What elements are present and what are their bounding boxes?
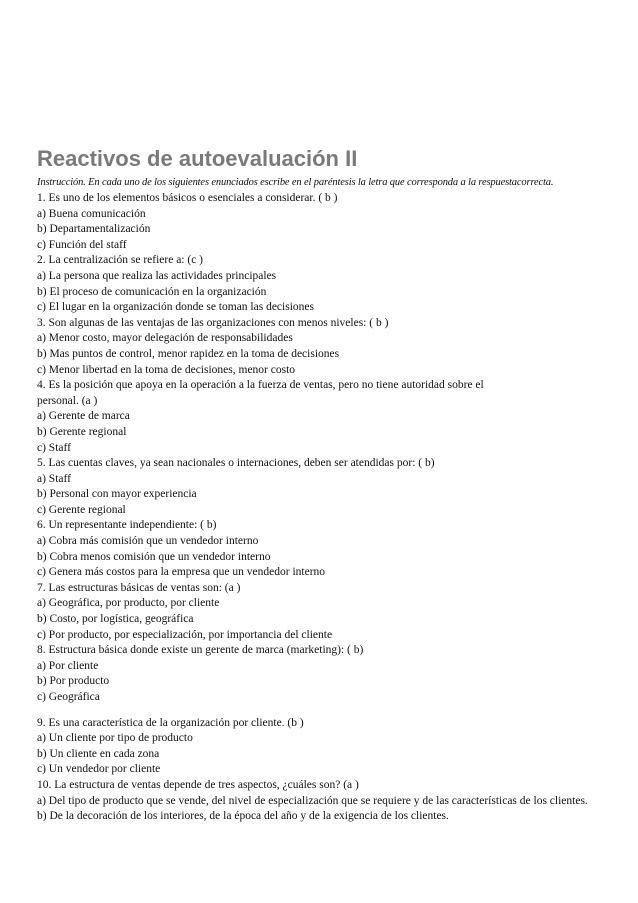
text-line: b) Departamentalización — [37, 223, 151, 236]
text-line: b) El proceso de comunicación en la organización — [37, 285, 267, 298]
text-line: a) Un cliente por tipo de producto — [37, 732, 193, 745]
text-line: b) Mas puntos de control, menor rapidez en la toma de decisiones — [37, 347, 340, 360]
text-line: b) Gerente regional — [37, 425, 127, 438]
text-line: a) Geográfica, por producto, por cliente — [37, 597, 220, 610]
text-line: a) Por cliente — [37, 659, 99, 672]
paragraph-gap — [37, 706, 605, 716]
text-line: 1. Es uno de los elementos básicos o esenciales a considerar. ( b ) — [37, 192, 338, 204]
text-line: 10. La estructura de ventas depende de tres aspectos, ¿cuáles son? (a ) — [37, 778, 359, 791]
text-line: a) Del tipo de producto que se vende, del nivel de especialización que se requiere y de las características de los clientes. — [37, 794, 588, 807]
text-line: a) Buena comunicación — [37, 207, 146, 220]
text-line: 3. Son algunas de las ventajas de las organizaciones con menos niveles: ( b ) — [37, 316, 389, 329]
text-line: a) Cobra más comisión que un vendedor interno — [37, 535, 259, 548]
text-line: c) Función del staff — [37, 238, 127, 251]
text-line: c) Staff — [37, 441, 71, 454]
text-line: b) Costo, por logística, geográfica — [37, 613, 194, 626]
text-line: b) Personal con mayor experiencia — [37, 488, 197, 501]
text-line: personal. (a ) — [37, 394, 98, 407]
text-line: c) Menor libertad en la toma de decisiones, menor costo — [37, 363, 296, 376]
text-line: c) Gerente regional — [37, 503, 126, 516]
text-line: a) Menor costo, mayor delegación de responsabilidades — [37, 332, 293, 345]
text-line: a) La persona que realiza las actividades principales — [37, 269, 277, 282]
text-line: b) Por producto — [37, 675, 110, 688]
text-line: 4. Es la posición que apoya en la operación a la fuerza de ventas, pero no tiene autoridad sobre el — [37, 379, 484, 392]
text-line: 6. Un representante independiente: ( b) — [37, 519, 217, 532]
text-line: b) De la decoración de los interiores, de la época del año y de la exigencia de los clientes. — [37, 810, 449, 823]
text-line: c) Genera más costos para la empresa que un vendedor interno — [37, 566, 326, 579]
text-line: b) Cobra menos comisión que un vendedor interno — [37, 550, 271, 563]
text-line: 8. Estructura básica donde existe un gerente de marca (marketing): ( b) — [37, 644, 364, 657]
text-line: c) El lugar en la organización donde se toman las decisiones — [37, 301, 314, 314]
text-line: c) Geográfica — [37, 691, 100, 703]
text-line: a) Staff — [37, 472, 71, 485]
text-line: c) Un vendedor por cliente — [37, 763, 161, 776]
instruction-text: Instrucción. En cada uno de los siguientes enunciados escribe en el paréntesis la letra que corresponda a la respuestacorrecta. — [37, 177, 554, 188]
text-line: c) Por producto, por especialización, por importancia del cliente — [37, 628, 333, 641]
text-line: 9. Es una característica de la organización por cliente. (b ) — [37, 716, 304, 729]
text-line: b) Un cliente en cada zona — [37, 747, 160, 760]
text-line: a) Gerente de marca — [37, 410, 130, 423]
text-line: 5. Las cuentas claves, ya sean nacionales o internaciones, deben ser atendidas por: ( b) — [37, 457, 435, 470]
text-line: 2. La centralización se refiere a: (c ) — [37, 254, 204, 267]
document-content — [37, 146, 605, 825]
page-title: Reactivos de autoevaluación II — [37, 146, 358, 171]
text-line: 7. Las estructuras básicas de ventas son: (a ) — [37, 581, 241, 594]
